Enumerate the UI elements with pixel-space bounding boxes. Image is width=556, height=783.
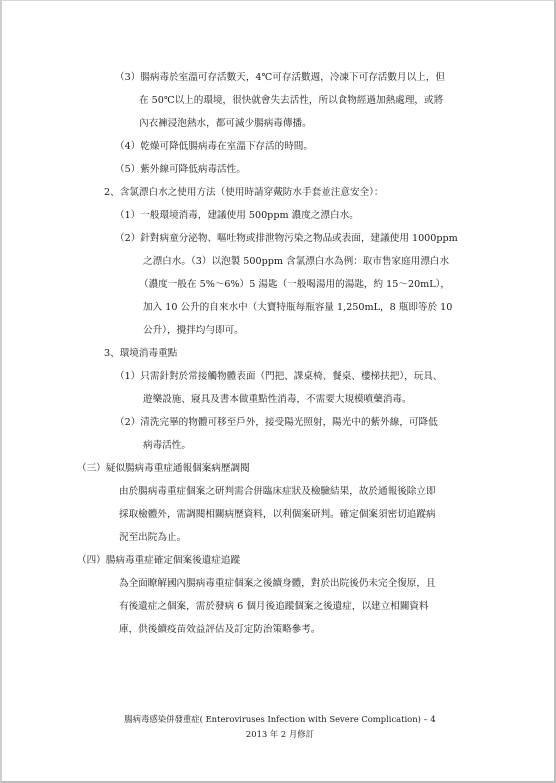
text-line-17: 病毒活性。 bbox=[143, 440, 191, 451]
page-footer-title: 腸病毒感染併發重症( Enteroviruses Infection with Severe Complication) – 4 bbox=[124, 714, 436, 724]
text-line-16: （2）清洗完畢的物體可移至戶外，接受陽光照射，陽光中的紫外線，可降低 bbox=[115, 417, 438, 428]
text-line-4: （4）乾燥可降低腸病毒在室溫下存活的時間。 bbox=[115, 141, 313, 152]
text-line-2: 在 50℃以上的環境，很快就會失去活性，所以食物經過加熱處理，或將 bbox=[139, 95, 444, 106]
text-line-8: （2）針對病童分泌物、嘔吐物或排泄物污染之物品或表面，建議使用 1000ppm bbox=[115, 233, 458, 244]
text-line-11: 加入 10 公升的自來水中（大寶特瓶每瓶容量 1,250mL，8 瓶即等於 10 bbox=[143, 302, 453, 313]
text-line-23: 為全面瞭解國內腸病毒重症個案之後續身體，對於出院後仍未完全復原，且 bbox=[119, 578, 436, 589]
section-heading-3: 3、環境消毒重點 bbox=[104, 348, 178, 359]
text-line-5: （5）紫外線可降低病毒活性。 bbox=[115, 164, 246, 175]
text-line-12: 公升），攪拌均勻即可。 bbox=[143, 325, 244, 336]
text-line-25: 庫，供後續疫苗效益評估及訂定防治策略參考。 bbox=[119, 624, 321, 635]
section-heading-four: （四）腸病毒重症確定個案後遺症追蹤 bbox=[77, 555, 241, 566]
text-line-10: （濃度一般在 5%～6%）5 湯匙（一般喝湯用的湯匙，約 15～20mL）， bbox=[139, 279, 451, 290]
text-line-20: 採取檢體外，需調閱相關病歷資料，以利個案研判。確定個案須密切追蹤病 bbox=[119, 509, 436, 520]
section-heading-2: 2、含氯漂白水之使用方法（使用時請穿戴防水手套並注意安全）： bbox=[104, 187, 384, 198]
text-line-7: （1）一般環境消毒，建議使用 500ppm 濃度之漂白水。 bbox=[115, 210, 359, 221]
text-line-15: 遊樂設施、寢具及書本做重點性消毒，不需要大規模噴藥消毒。 bbox=[143, 394, 412, 405]
text-line-24: 有後遺症之個案，需於發病 6 個月後追蹤個案之後遺症，以建立相關資料 bbox=[119, 601, 429, 612]
text-line-1: （3）腸病毒於室溫可存活數天，4℃可存活數週，冷凍下可存活數月以上，但 bbox=[115, 72, 445, 83]
section-heading-three: （三）疑似腸病毒重症通報個案病歷調閱 bbox=[77, 463, 250, 474]
text-line-9: 之漂白水。（3）以泡製 500ppm 含氯漂白水為例：取市售家庭用漂白水 bbox=[143, 256, 450, 267]
text-line-14: （1）只需針對於常接觸物體表面（門把、課桌椅、餐桌、樓梯扶把），玩具、 bbox=[115, 371, 443, 382]
text-line-3: 內衣褲浸泡熱水，都可減少腸病毒傳播。 bbox=[139, 118, 312, 129]
text-line-19: 由於腸病毒重症個案之研判需合併臨床症狀及檢驗結果，故於通報後除立即 bbox=[119, 486, 436, 497]
text-line-21: 況至出院為止。 bbox=[119, 532, 187, 543]
page-footer-date: 2013 年 2 月修訂 bbox=[245, 729, 315, 739]
